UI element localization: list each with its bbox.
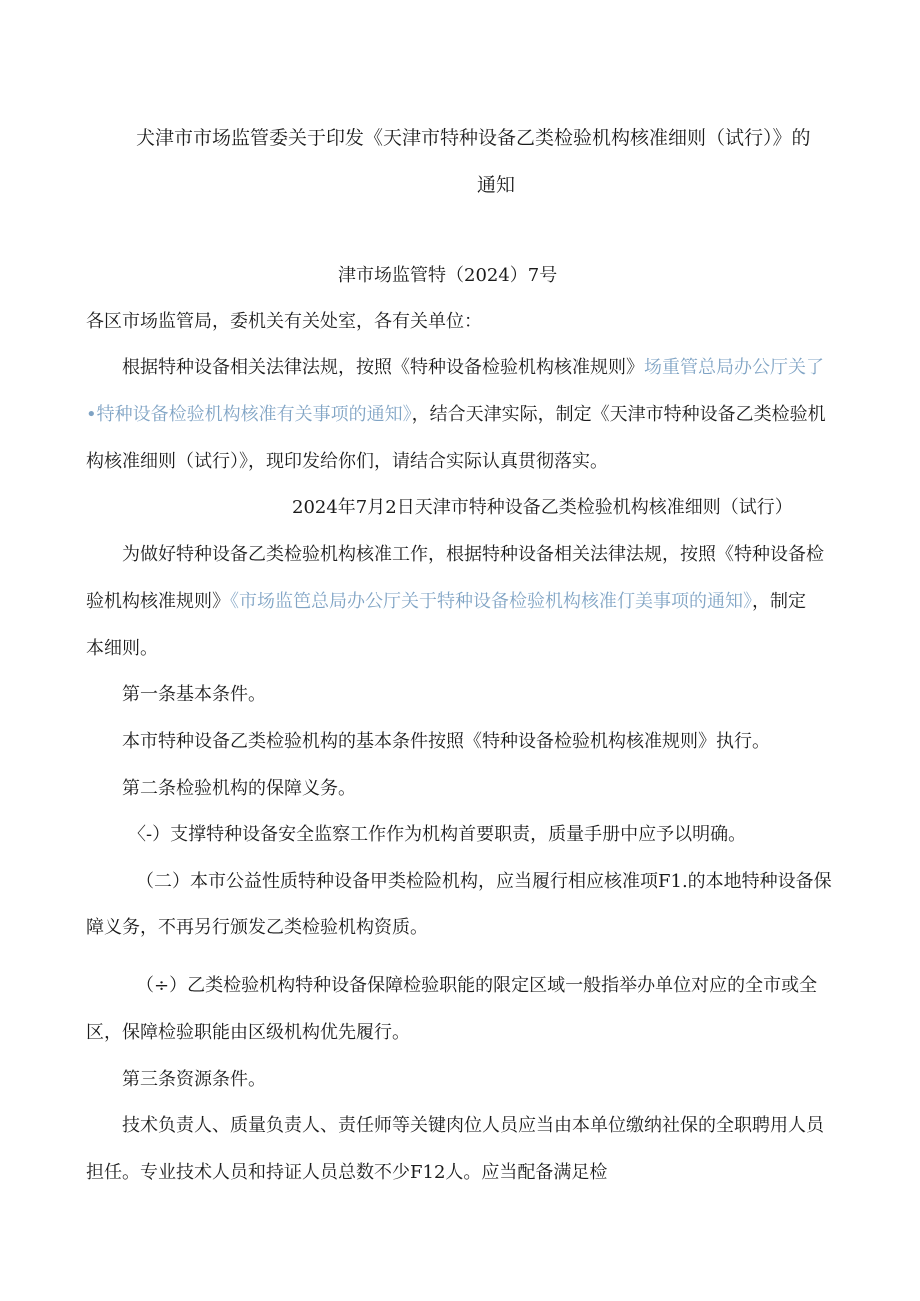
intro-line-3: 构核准细则（试行）》，现印发给你们，请结合实际认真贯彻落实。: [86, 451, 608, 472]
article-2-item-2-line-2: 障义务，不再另行颁发乙类检验机构资质。: [86, 917, 428, 938]
purpose-text: 验机构核准规则》: [86, 591, 230, 612]
intro-text: ，结合天津实际，制定《天津市特种设备乙类检验机: [411, 404, 826, 425]
purpose-line-1: 为做好特种设备乙类检验机构核准工作，根据特种设备相关法律法规，按照《特种设备检: [122, 544, 824, 565]
addressee: 各区市场监管局，委机关有关处室，各有关单位：: [86, 311, 482, 332]
notice-reference-link-continued[interactable]: •特种设备检验机构核准有关事项的通知》: [86, 404, 412, 425]
purpose-line-2: [86, 590, 806, 614]
purpose-line-3: 本细则。: [86, 638, 158, 659]
intro-text: 根据特种设备相关法律法规，按照《特种设备检验机构核准规则》: [122, 357, 644, 378]
article-2-heading: 第二条检验机构的保障义务。: [122, 778, 356, 799]
intro-line-1: [122, 356, 824, 380]
article-2-item-1: 〈-）支撑特种设备安全监察工作作为机构首要职责，质量手册中应予以明确。: [128, 824, 747, 845]
article-3-heading: 第三条资源条件。: [122, 1069, 266, 1090]
intro-line-2: [86, 403, 826, 427]
article-2-item-2-line-1: （二）本市公益性质特种设备甲类检险机构，应当履行相应核准项F1.的本地特种设备保: [136, 871, 832, 892]
article-1-body: 本市特种设备乙类检验机构的基本条件按照《特种设备检验机构核准规则》执行。: [122, 731, 770, 752]
article-2-item-3-line-1: （÷）乙类检验机构特种设备保障检验职能的限定区域一般指举办单位对应的全市或全: [136, 975, 818, 996]
date-heading: 2024年7月2日天津市特种设备乙类检验机构核准细则（试行）: [292, 497, 793, 518]
title-line-2: 通知: [477, 174, 516, 196]
title-line-1: 犬津市市场监管委关于印发《天津市特种设备乙类检验机构核准细则（试行）》的: [136, 127, 811, 149]
article-3-line-1: 技术负责人、质量负责人、责任师等关键肉位人员应当由本单位缴纳社保的全职聘用人员: [122, 1115, 824, 1136]
notice-reference-link[interactable]: 场重管总局办公厅关了: [644, 357, 824, 378]
purpose-text: ，制定: [752, 591, 806, 612]
article-1-heading: 第一条基本条件。: [122, 684, 266, 705]
document-number: 津市场监管特（2024）7号: [338, 265, 558, 286]
article-3-line-2: 担任。专业技术人员和持证人员总数不少F12人。应当配备满足检: [86, 1162, 608, 1183]
article-2-item-3-line-2: 区，保障检验职能由区级机构优先履行。: [86, 1022, 410, 1043]
regulation-notice-link[interactable]: 《市场监笆总局办公厅关于特种设备检验机构核准仃美事项的通知》: [230, 591, 752, 612]
